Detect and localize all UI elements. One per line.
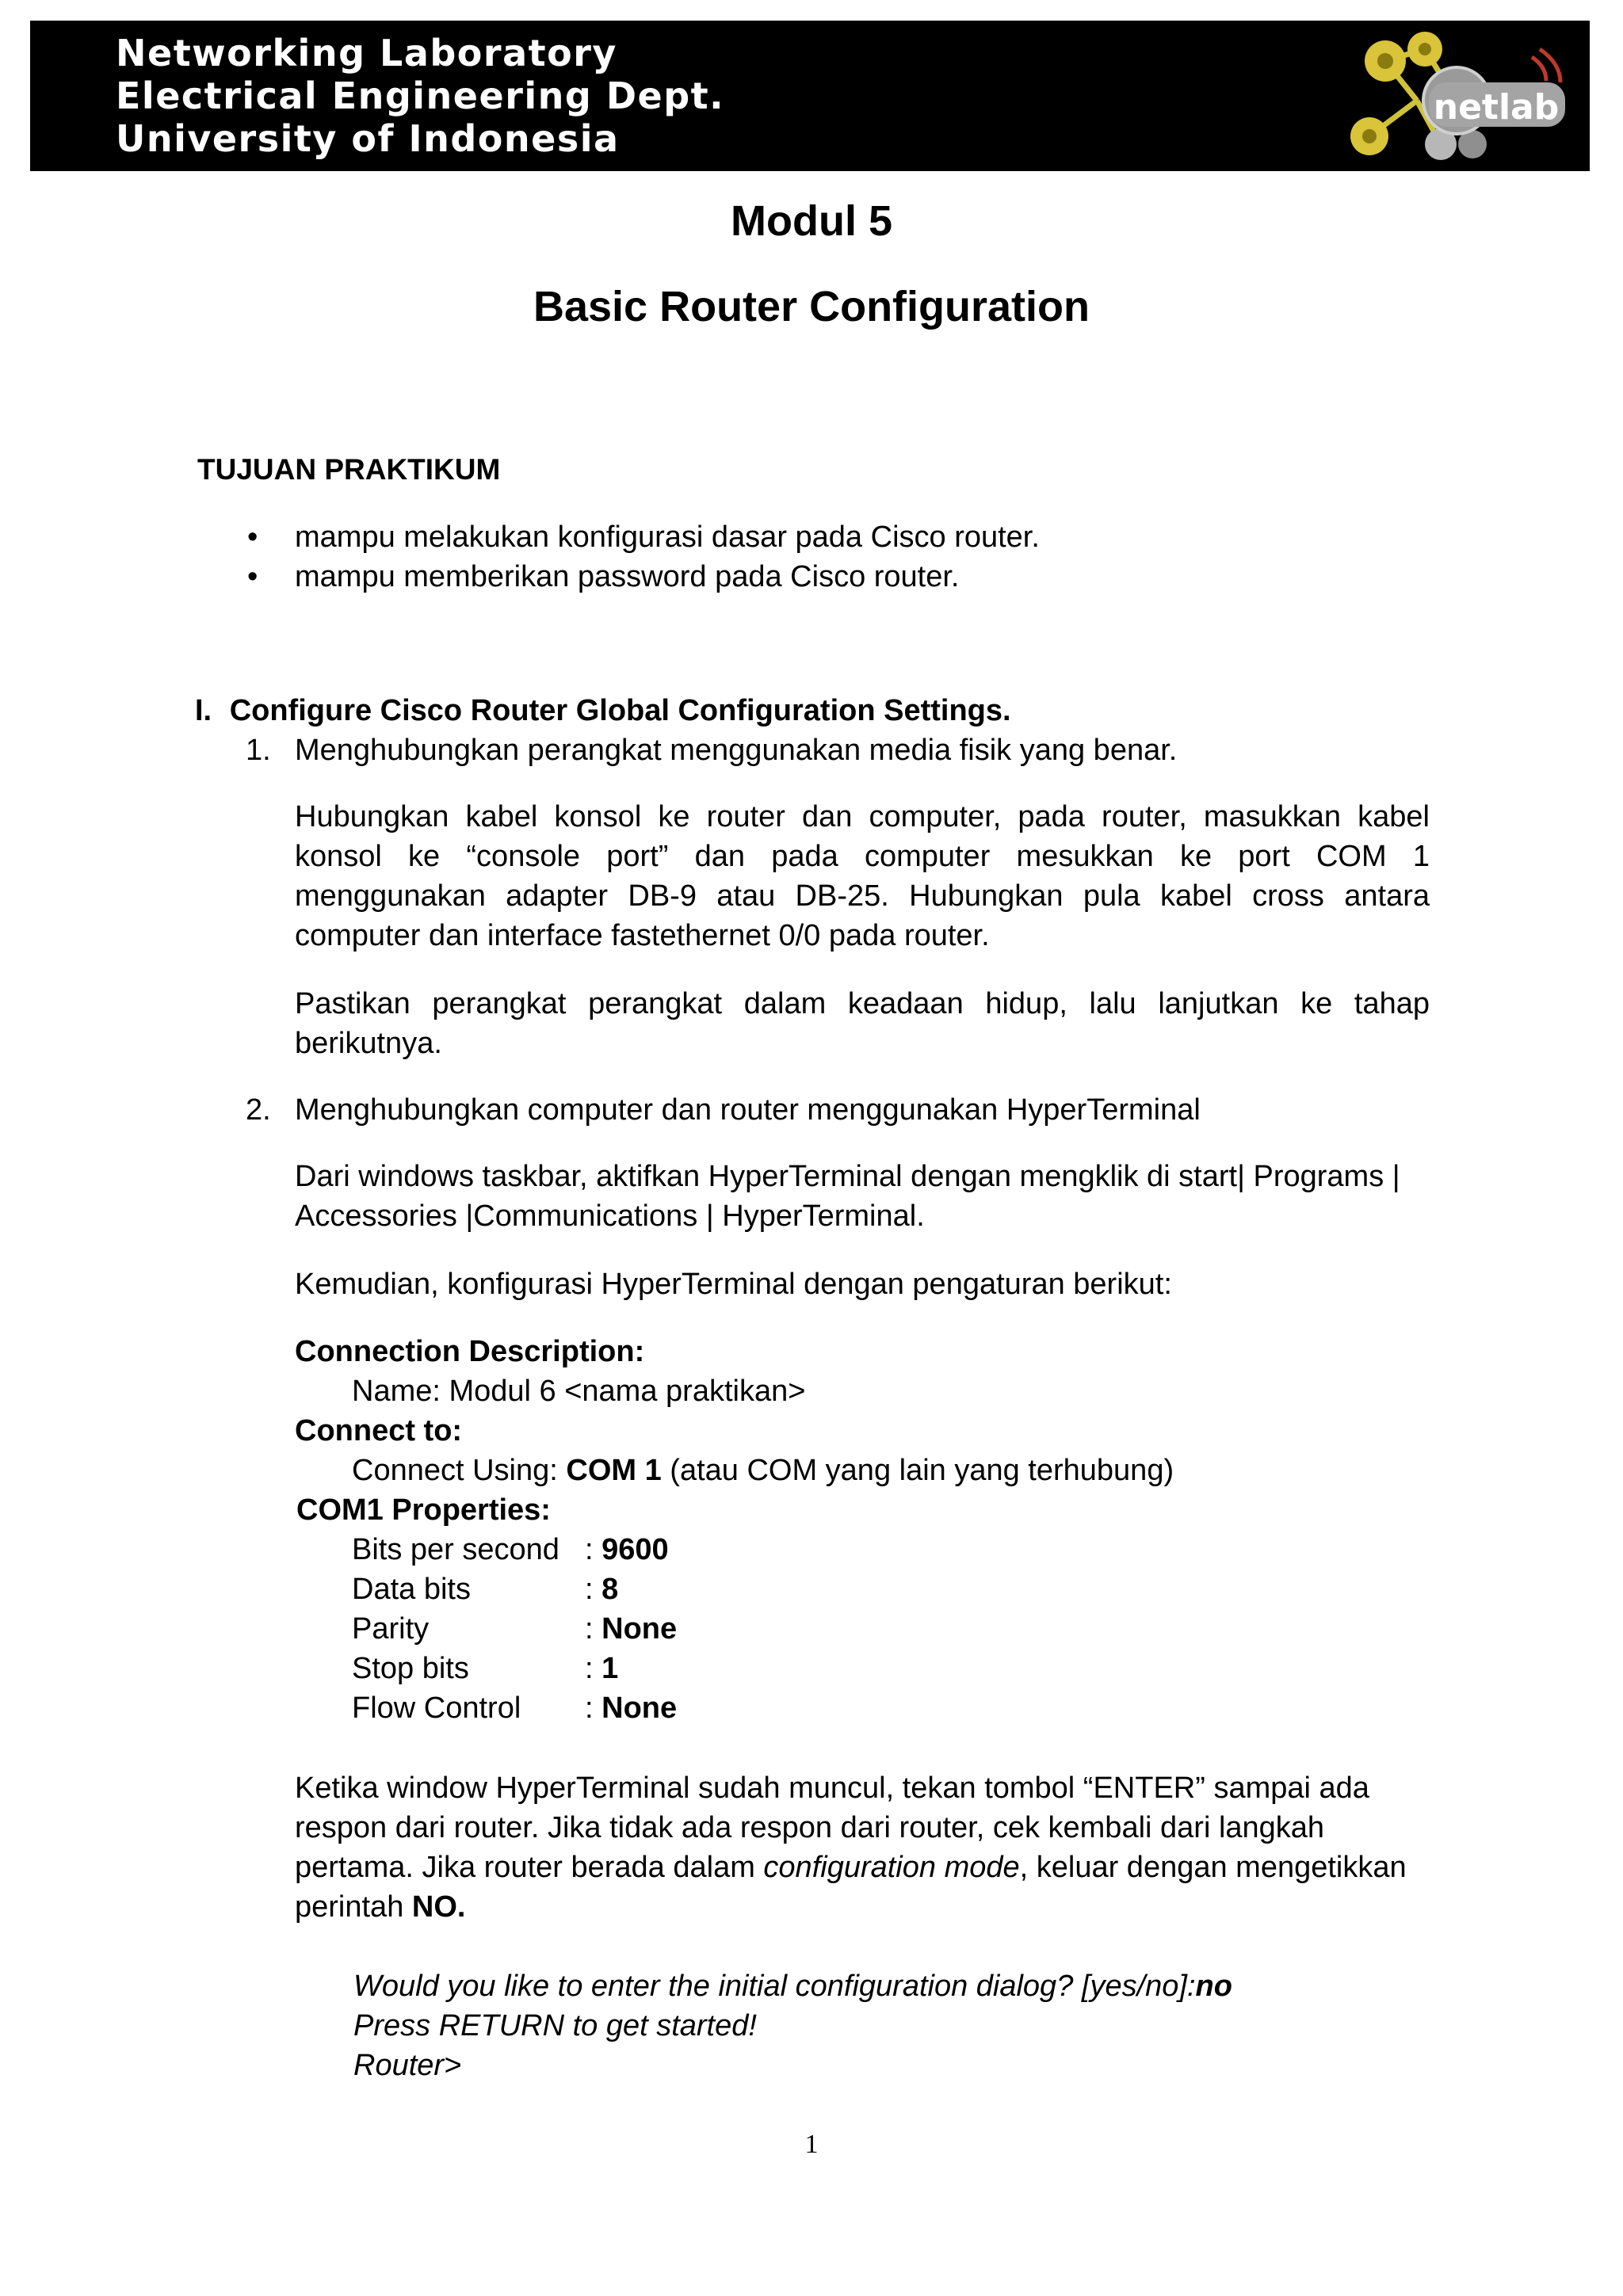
objective-item: • mampu melakukan konfigurasi dasar pada Cisco router. xyxy=(295,517,1040,557)
paragraph: Dari windows taskbar, aktifkan HyperTerminal dengan mengklik di start| Programs | Accessories |Communications | HyperTerminal. xyxy=(295,1160,1400,1233)
console-line: Would you like to enter the initial configuration dialog? [yes/no]:no xyxy=(353,1970,1232,2003)
paragraph: Hubungkan kabel konsol ke router dan computer, pada router, masukkan kabel konsol ke “console port” dan pada computer mesukkan ke port COM 1 menggunakan adapter DB-9 atau DB-25. Hubungkan pula kabel cross antara computer dan interface fastethernet 0/0 pada router. xyxy=(295,800,1430,952)
property-label: Stop bits xyxy=(352,1652,469,1685)
bullet-icon: • xyxy=(247,560,258,593)
name-line: Name: Modul 6 <nama praktikan> xyxy=(352,1375,806,1408)
property-value: None xyxy=(601,1691,678,1725)
property-value: 9600 xyxy=(601,1533,669,1566)
institution-name xyxy=(116,32,724,160)
objectives-heading: TUJUAN PRAKTIKUM xyxy=(197,453,501,486)
step-number: 2. xyxy=(246,1093,271,1127)
bullet-icon: • xyxy=(247,521,258,554)
property-label: Data bits xyxy=(352,1573,471,1606)
lab-name: Networking Laboratory xyxy=(116,32,617,74)
header-banner xyxy=(30,21,1590,171)
property-label: Flow Control xyxy=(352,1691,521,1725)
com-port-value: COM 1 xyxy=(566,1454,662,1487)
property-row: Flow Control : None xyxy=(352,1688,677,1728)
com-properties-heading: COM1 Properties: xyxy=(296,1493,551,1527)
step-title: Menghubungkan computer dan router menggunakan HyperTerminal xyxy=(295,1093,1201,1127)
property-label: Bits per second xyxy=(352,1533,559,1566)
console-answer: no xyxy=(1195,1970,1232,2003)
section-number: I. xyxy=(195,694,212,727)
department-name: Electrical Engineering Dept. xyxy=(116,74,725,117)
property-row: Parity : None xyxy=(352,1609,677,1649)
paragraph: Kemudian, konfigurasi HyperTerminal dengan pengaturan berikut: xyxy=(295,1268,1172,1301)
module-subtitle: Basic Router Configuration xyxy=(533,283,1090,330)
property-row: Bits per second : 9600 xyxy=(352,1530,669,1569)
page-number: 1 xyxy=(804,2130,819,2159)
console-line: Press RETURN to get started! xyxy=(353,2009,757,2042)
property-row: Stop bits : 1 xyxy=(352,1649,618,1688)
netlab-logo xyxy=(1338,25,1568,166)
module-title: Modul 5 xyxy=(731,197,892,245)
connection-description-heading: Connection Description: xyxy=(295,1335,645,1368)
section-heading xyxy=(195,691,1011,730)
property-value: 8 xyxy=(601,1573,619,1606)
step-title: Menghubungkan perangkat menggunakan media fisik yang benar. xyxy=(295,734,1178,767)
console-prompt: Router> xyxy=(353,2049,462,2082)
connect-using-line: Connect Using: COM 1 (atau COM yang lain yang terhubung) xyxy=(352,1454,1174,1487)
objective-item: • mampu memberikan password pada Cisco router. xyxy=(295,557,960,597)
connect-to-heading: Connect to: xyxy=(295,1414,463,1447)
section-title: Configure Cisco Router Global Configuration Settings. xyxy=(229,694,1011,727)
paragraph: Ketika window HyperTerminal sudah muncul, tekan tombol “ENTER” sampai ada respon dari router. Jika tidak ada respon dari router, cek kembali dari langkah pertama. Jika router berada dalam configuration mode, keluar dengan mengetikkan perintah NO. xyxy=(295,1772,1407,1924)
property-label: Parity xyxy=(352,1612,430,1646)
property-row: Data bits : 8 xyxy=(352,1569,618,1609)
property-value: None xyxy=(601,1612,678,1646)
step-number: 1. xyxy=(246,734,271,767)
logo-text: netlab xyxy=(1433,87,1560,128)
paragraph: Pastikan perangkat perangkat dalam keadaan hidup, lalu lanjutkan ke tahap berikutnya. xyxy=(295,987,1430,1060)
university-name: University of Indonesia xyxy=(116,117,620,160)
property-value: 1 xyxy=(601,1652,619,1685)
